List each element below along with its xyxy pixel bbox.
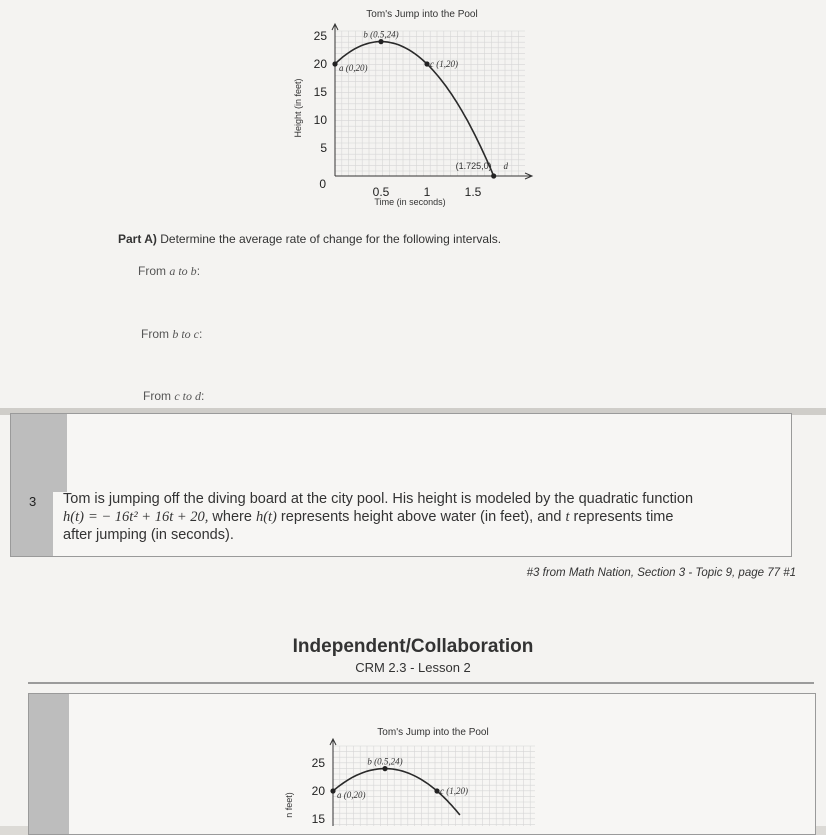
from-word: From (138, 264, 166, 278)
y-tick-label: 10 (313, 113, 327, 127)
part-a-text: Determine the average rate of change for the following intervals. (160, 232, 502, 246)
where-word: where (212, 509, 252, 525)
part-a-label: Part A) (118, 232, 157, 246)
y-tick-label: 20 (311, 784, 325, 798)
interval-label: b to c (172, 327, 200, 341)
chart-title-partial: Tom's Jump into the Pool (377, 727, 489, 738)
y-axis-label-partial: n feet) (284, 792, 294, 818)
x-tick-label: 1.5 (464, 185, 482, 199)
point-c-marker (434, 788, 439, 793)
point-a-label: a (0,20) (337, 790, 366, 800)
x-tick-label: 1 (423, 185, 431, 199)
from-word: From (141, 327, 169, 341)
point-d-name: d (503, 161, 508, 171)
question-line-3: after jumping (in seconds). (63, 527, 234, 543)
chart-grid-partial (330, 739, 535, 826)
y-axis-label: Height (in feet) (293, 78, 303, 138)
section-title: Independent/Collaboration (292, 636, 534, 657)
point-b-label: b (0.5,24) (363, 29, 399, 40)
t-variable: t (565, 509, 570, 525)
point-b-marker (382, 766, 387, 771)
interval-a-to-b: From a to b: (138, 264, 201, 278)
time-description: represents time (573, 509, 674, 525)
h-variable: h(t) (255, 509, 277, 525)
y-tick-labels-partial (312, 756, 326, 826)
y-tick-label: 5 (320, 141, 327, 155)
y-tick-label: 20 (313, 57, 327, 71)
y-tick-label: 15 (313, 85, 327, 99)
height-description: represents height above water (in feet), and (280, 509, 562, 525)
function-rhs: = − 16t² + 16t + 20, (87, 509, 209, 525)
point-a-marker (330, 788, 335, 793)
interval-label: a to b (169, 264, 197, 278)
section-subtitle: CRM 2.3 - Lesson 2 (355, 660, 471, 675)
function-lhs: h(t) (63, 509, 84, 525)
y-tick-label: 15 (311, 812, 325, 826)
point-c-label: c (1,20) (440, 786, 468, 796)
chart-title: Tom's Jump into the Pool (366, 9, 478, 20)
source-credit: #3 from Math Nation, Section 3 - Topic 9, page 77 #1 (526, 567, 796, 579)
question-number: 3 (29, 494, 37, 509)
from-word: From (143, 389, 171, 403)
point-a-label: a (0,20) (339, 63, 368, 73)
y-tick-label-zero: 0 (319, 177, 326, 191)
interval-c-to-d: From c to d: (143, 389, 205, 403)
point-d-label: (1.725,0) (455, 161, 492, 171)
interval-label: c to d (174, 389, 202, 403)
y-tick-label: 25 (311, 756, 325, 770)
x-axis-label: Time (in seconds) (374, 197, 446, 207)
point-b-label: b (0.5,24) (367, 756, 403, 767)
interval-b-to-c: From b to c: (141, 327, 203, 341)
question-line-1: Tom is jumping off the diving board at the city pool. His height is modeled by the quadratic function (63, 491, 694, 507)
x-tick-label: 0.5 (372, 185, 390, 199)
y-tick-label: 25 (313, 29, 327, 43)
point-c-label: c (1,20) (430, 59, 458, 69)
